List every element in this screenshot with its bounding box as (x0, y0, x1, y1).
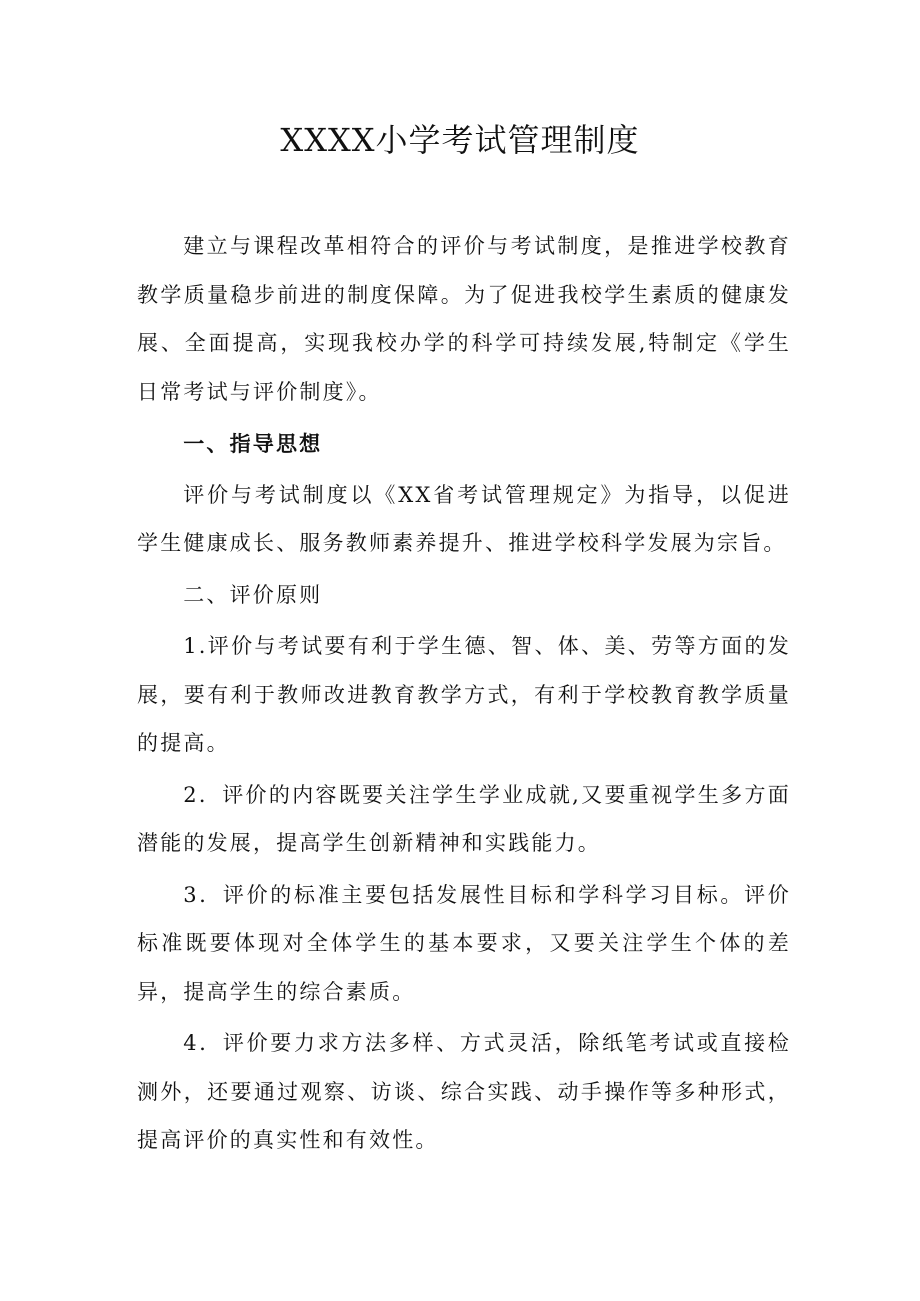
intro-paragraph: 建立与课程改革相符合的评价与考试制度，是推进学校教育教学质量稳步前进的制度保障。为了促进我校学生素质的健康发展、全面提高，实现我校办学的科学可持续发展,特制定《学生日常考试与评价制度》。 (137, 234, 791, 404)
principle-item-4: 4．评价要力求方法多样、方式灵活，除纸笔考试或直接检测外，还要通过观察、访谈、综合实践、动手操作等多种形式，提高评价的真实性和有效性。 (137, 1031, 791, 1152)
section-heading-evaluation-principles: 二、评价原则 (183, 582, 323, 607)
section-heading-guiding-thought: 一、指导思想 (183, 432, 323, 456)
document-body (137, 222, 791, 1165)
principle-item-1: 1.评价与考试要有利于学生德、智、体、美、劳等方面的发展，要有利于教师改进教育教学方式，有利于学校教育教学质量的提高。 (137, 634, 791, 755)
principle-item-2: 2．评价的内容既要关注学生学业成就,又要重视学生多方面潜能的发展，提高学生创新精神和实践能力。 (137, 782, 791, 855)
document-title: XXXX小学考试管理制度 (280, 121, 640, 159)
section-paragraph-guiding-thought: 评价与考试制度以《XX省考试管理规定》为指导，以促进学生健康成长、服务教师素养提升、推进学校科学发展为宗旨。 (137, 482, 791, 555)
principle-item-3: 3．评价的标准主要包括发展性目标和学科学习目标。评价标准既要体现对全体学生的基本要求，又要关注学生个体的差异，提高学生的综合素质。 (137, 882, 791, 1004)
